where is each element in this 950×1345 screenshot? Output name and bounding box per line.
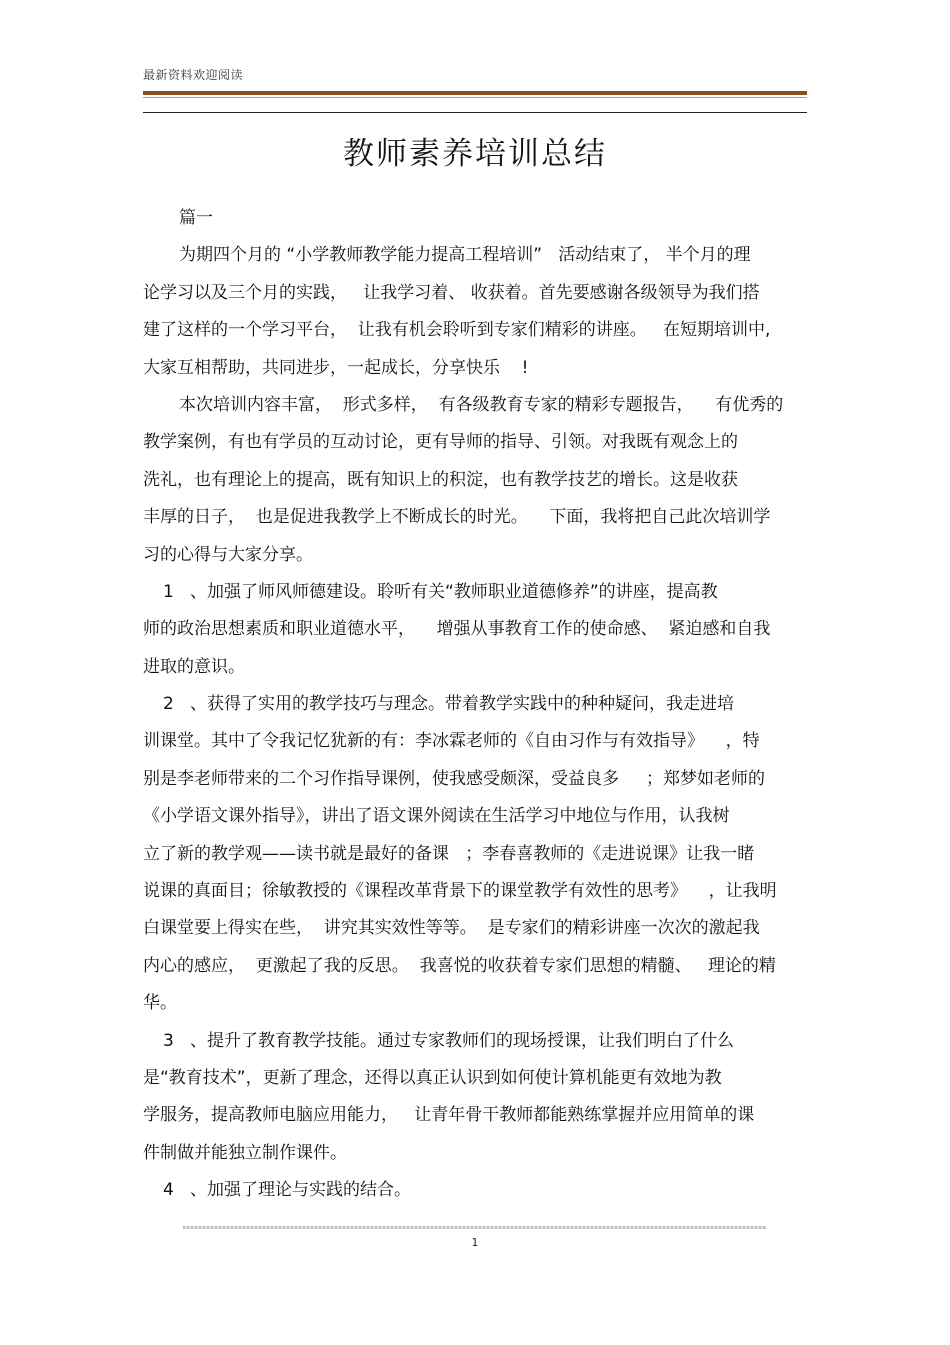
body-line: 说课的真面目；徐敏教授的《课程改革背景下的课堂教学有效性的思考》 ，让我明 xyxy=(143,881,777,902)
body-line: 论学习以及三个月的实践， 让我学习着、 收获着。首先要感谢各级领导为我们搭 xyxy=(143,282,760,303)
body-line: 白课堂要上得实在些， 讲究其实效性等等。 是专家们的精彩讲座一次次的激起我 xyxy=(143,918,760,939)
body-line: 立了新的教学观——读书就是最好的备课 ；李春喜教师的《走进说课》让我一睹 xyxy=(143,843,755,864)
numbered-item-2: 2 、获得了实用的教学技巧与理念。带着教学实践中的种种疑问，我走进培 xyxy=(163,694,735,715)
body-line: 是“教育技术”，更新了理念，还得以真正认识到如何使计算机能更有效地为教 xyxy=(143,1067,722,1088)
body-line: 训课堂。其中了令我记忆犹新的有：李冰霖老师的《自由习作与有效指导》 ，特 xyxy=(143,731,760,752)
body-line: 《小学语文课外指导》，讲出了语文课外阅读在生活学习中地位与作用，认我树 xyxy=(143,806,730,827)
body-line: 丰厚的日子， 也是促进我教学上不断成长的时光。 下面，我将把自己此次培训学 xyxy=(143,507,771,528)
body-line: 别是李老师带来的二个习作指导课例，使我感受颇深，受益良多 ；郑梦如老师的 xyxy=(143,768,766,789)
document-title: 教师素养培训总结 xyxy=(343,136,607,172)
numbered-item-1: 1 、加强了师风师德建设。聆听有关“教师职业道德修养”的讲座，提高教 xyxy=(163,581,718,602)
body-line: 洗礼，也有理论上的提高，既有知识上的积淀，也有教学技艺的增长。这是收获 xyxy=(143,469,738,490)
header-rule xyxy=(143,91,807,95)
body-line: 件制做并能独立制作课件。 xyxy=(143,1142,347,1163)
numbered-item-4: 4 、加强了理论与实践的结合。 xyxy=(163,1180,412,1201)
numbered-item-3: 3 、提升了教育教学技能。通过专家教师们的现场授课，让我们明白了什么 xyxy=(163,1030,735,1051)
body-line: 学服务，提高教师电脑应用能力， 让青年骨干教师都能熟练掌握并应用简单的课 xyxy=(143,1105,755,1126)
footer-rule xyxy=(183,1226,767,1229)
top-divider xyxy=(143,112,807,113)
header-rule-thin xyxy=(143,97,807,98)
body-line: 习的心得与大家分享。 xyxy=(143,544,313,565)
body-line: 师的政治思想素质和职业道德水平， 增强从事教育工作的使命感、 紧迫感和自我 xyxy=(143,619,771,640)
running-header: 最新资料欢迎阅读 xyxy=(143,68,244,82)
section-label: 篇一 xyxy=(179,208,213,228)
body-line: 华。 xyxy=(143,993,177,1014)
page-number: 1 xyxy=(471,1236,479,1249)
body-line: 内心的感应， 更激起了我的反思。 我喜悦的收获着专家们思想的精髓、 理论的精 xyxy=(143,955,776,976)
body-line: 建了这样的一个学习平台， 让我有机会聆听到专家们精彩的讲座。 在短期培训中, xyxy=(143,320,771,341)
body-line: 为期四个月的 “小学教师教学能力提高工程培训” 活动结束了， 半个月的理 xyxy=(179,245,751,266)
body-line: 教学案例，有也有学员的互动讨论，更有导师的指导、引领。对我既有观念上的 xyxy=(143,432,738,453)
body-line: 本次培训内容丰富， 形式多样， 有各级教育专家的精彩专题报告， 有优秀的 xyxy=(179,394,784,415)
body-line: 大家互相帮助，共同进步，一起成长，分享快乐 ! xyxy=(143,357,529,378)
body-line: 进取的意识。 xyxy=(143,656,245,677)
document-body xyxy=(143,200,807,1210)
